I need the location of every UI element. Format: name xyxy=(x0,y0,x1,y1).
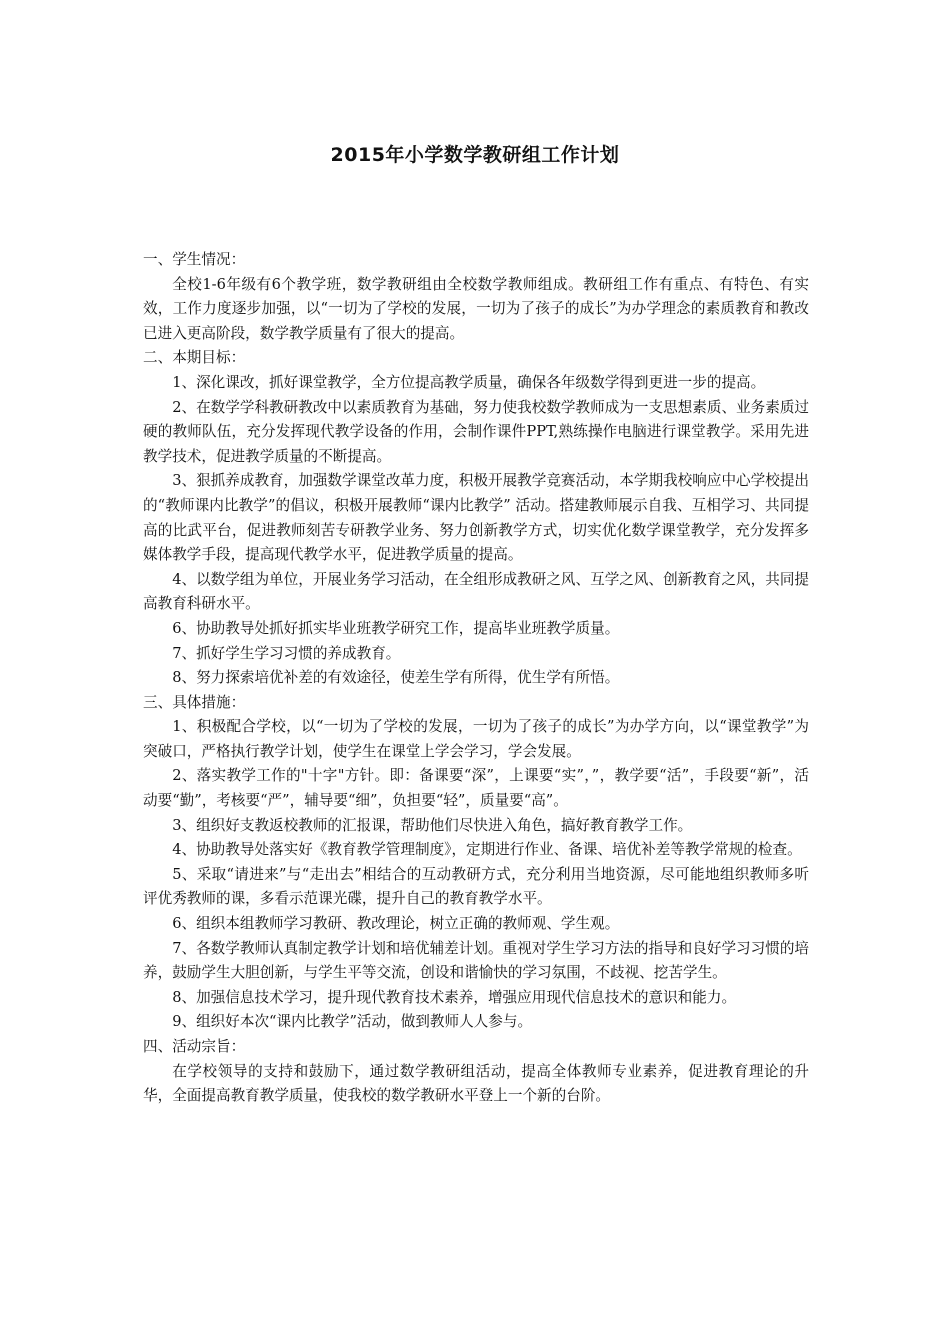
body-paragraph: 1、积极配合学校，以“一切为了学校的发展，一切为了孩子的成长”为办学方向，以“课堂教学”为突破口，严格执行教学计划，使学生在课堂上学会学习，学会发展。 xyxy=(143,718,809,760)
document-body xyxy=(143,248,809,1109)
section-heading: 二、本期目标： xyxy=(143,349,246,367)
body-paragraph: 全校1-6年级有6个教学班，数学教研组由全校数学教师组成。教研组工作有重点、有特色、有实效，工作力度逐步加强，以“一切为了学校的发展，一切为了孩子的成长”为办学理念的素质教育和教改已进入更高阶段，数学教学质量有了很大的提高。 xyxy=(143,275,809,342)
body-paragraph: 8、加强信息技术学习，提升现代教育技术素养，增强应用现代信息技术的意识和能力。 xyxy=(172,988,737,1006)
body-paragraph: 7、各数学教师认真制定教学计划和培优辅差计划。重视对学生学习方法的指导和良好学习习惯的培养，鼓励学生大胆创新，与学生平等交流，创设和谐愉快的学习氛围，不歧视、挖苦学生。 xyxy=(143,939,810,982)
body-paragraph: 1、深化课改，抓好课堂教学，全方位提高教学质量，确保各年级数学得到更进一步的提高。 xyxy=(172,373,766,391)
section-heading: 四、活动宗旨： xyxy=(143,1038,246,1055)
body-paragraph: 8、努力探索培优补差的有效途径，使差生学有所得，优生学有所悟。 xyxy=(172,669,620,687)
body-paragraph: 4、协助教导处落实好《教育教学管理制度》，定期进行作业、备课、培优补差等教学常规的检查。 xyxy=(172,841,802,859)
body-paragraph: 6、协助教导处抓好抓实毕业班教学研究工作，提高毕业班教学质量。 xyxy=(172,619,620,637)
document-title: 2015年小学数学教研组工作计划 xyxy=(330,144,620,166)
body-paragraph: 9、组织好本次“课内比教学”活动，做到教师人人参与。 xyxy=(172,1013,533,1031)
body-paragraph: 3、组织好支教返校教师的汇报课，帮助他们尽快进入角色，搞好教育教学工作。 xyxy=(172,816,693,834)
body-paragraph: 在学校领导的支持和鼓励下，通过数学教研组活动，提高全体教师专业素养，促进教育理论的升华，全面提高教育教学质量，使我校的数学教研水平登上一个新的台阶。 xyxy=(143,1062,809,1105)
body-paragraph: 7、抓好学生学习习惯的养成教育。 xyxy=(172,644,401,662)
section-heading: 三、具体措施： xyxy=(143,693,246,711)
body-paragraph: 5、采取“请进来”与“走出去”相结合的互动教研方式，充分利用当地资源，尽可能地组织教师多听评优秀教师的课，多看示范课光碟，提升自己的教育教学水平。 xyxy=(143,865,809,908)
body-paragraph: 2、落实教学工作的"十字"方针。即：备课要“深”，上课要“实”，”，教学要“活”，手段要“新”，活动要“勤”，考核要“严”，辅导要“细”，负担要“轻”，质量要“高”。 xyxy=(143,767,809,810)
body-paragraph: 3、狠抓养成教育，加强数学课堂改革力度，积极开展教学竞赛活动，本学期我校响应中心学校提出的“教师课内比教学”的倡议，积极开展教师“课内比教学” 活动。搭建教师展示自我、互相学习、共同提高的比武平台，促进教师刻苦专研教学业务、努力创新教学方式，切实优化数学课堂教学，充分发挥多媒体教学手段，提高现代教学水平，促进教学质量的提高。 xyxy=(143,472,810,564)
body-paragraph: 4、以数学组为单位，开展业务学习活动，在全组形成教研之风、互学之风、创新教育之风，共同提高教育科研水平。 xyxy=(143,570,810,613)
body-paragraph: 6、组织本组教师学习教研、教改理论，树立正确的教师观、学生观。 xyxy=(172,915,620,933)
section-heading: 一、学生情况： xyxy=(143,251,246,268)
body-paragraph: 2、在数学学科教研教改中以素质教育为基础，努力使我校数学教师成为一支思想素质、业务素质过硬的教师队伍，充分发挥现代教学设备的作用，会制作课件PPT,熟练操作电脑进行课堂教学。采用先进教学技术，促进教学质量的不断提高。 xyxy=(143,398,810,465)
